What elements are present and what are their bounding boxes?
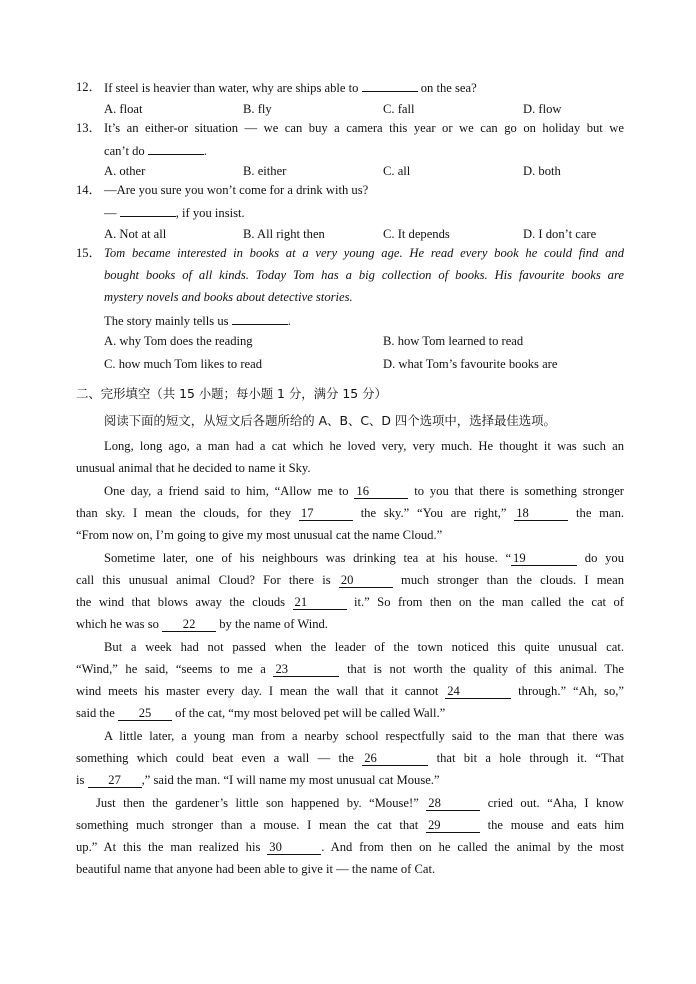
option-c: C. fall [383, 102, 415, 116]
option-d: D. both [523, 164, 561, 178]
section-heading: 二、完形填空（共 15 小题；每小题 1 分，满分 15 分） [76, 386, 387, 401]
cloze-text: much stronger than the clouds. I mean [401, 573, 625, 587]
option-a: A. why Tom does the reading [104, 334, 253, 348]
stem-text: can’t do [104, 144, 145, 158]
cloze-text: by the name of Wind. [219, 617, 328, 631]
passage-text: Tom became interested in books at a very young age. He read every book he could find and [104, 246, 624, 260]
option-a: A. Not at all [104, 227, 167, 241]
stem-text: on the sea? [420, 81, 477, 95]
cloze-line [76, 837, 624, 857]
stem-text: — [104, 206, 117, 220]
cloze-text: than sky. I mean the clouds, for they [76, 506, 292, 520]
cloze-text: . And from then on he called the animal by the most [321, 840, 625, 854]
option-d: D. flow [523, 102, 562, 116]
cloze-text: of the cat, “my most beloved pet will be called Wall.” [175, 706, 446, 720]
answer-blank [120, 202, 176, 217]
question-number: 14． [76, 183, 102, 197]
cloze-text: through.” “Ah, so,” [518, 684, 624, 698]
cloze-blank-29: 29 [426, 818, 480, 833]
question-stem [104, 77, 624, 97]
cloze-text: the sky.” “You are right,” [360, 506, 507, 520]
cloze-line [76, 592, 624, 612]
option-c: C. how much Tom likes to read [104, 357, 263, 371]
answer-blank [362, 77, 418, 92]
option-b: B. All right then [243, 227, 325, 241]
cloze-line [76, 503, 624, 523]
cloze-text: ,” said the man. “I will name my most unusual cat Mouse.” [141, 773, 440, 787]
question-number: 13． [76, 121, 102, 135]
question-stem [104, 310, 624, 330]
cloze-blank-17: 17 [299, 506, 353, 521]
cloze-text: Just then the gardener’s little son happened by. “Mouse!” [96, 796, 419, 810]
cloze-line [76, 659, 624, 679]
cloze-text: something which could beat even a wall — the [76, 751, 354, 765]
answer-blank [232, 310, 288, 325]
cloze-text: is [76, 773, 85, 787]
cloze-text: do you [584, 551, 624, 565]
cloze-blank-18: 18 [514, 506, 568, 521]
cloze-text: something much stronger than a mouse. I mean the cat that [76, 818, 419, 832]
answer-blank [148, 140, 204, 155]
cloze-text: that is not worth the quality of this animal. The [347, 662, 625, 676]
option-b: B. how Tom learned to read [383, 334, 524, 348]
cloze-text: “Wind,” he said, “seems to me a [76, 662, 266, 676]
cloze-blank-23: 23 [273, 662, 339, 677]
question-stem: —Are you sure you won’t come for a drink with us? [104, 183, 369, 197]
cloze-blank-30: 30 [267, 840, 321, 855]
cloze-text: up.” At this the man realized his [76, 840, 261, 854]
cloze-line [76, 703, 624, 723]
question-stem [104, 140, 624, 160]
question-number: 12． [76, 80, 102, 94]
cloze-line: unusual animal that he decided to name it Sky. [76, 461, 311, 475]
cloze-line [76, 614, 624, 634]
section-instruction: 阅读下面的短文，从短文后各题所给的 A、B、C、D 四个选项中，选择最佳选项。 [104, 413, 556, 428]
cloze-line: beautiful name that anyone had been able to give it — the name of Cat. [76, 862, 436, 876]
stem-text: . [287, 314, 291, 328]
cloze-blank-25: 25 [118, 706, 172, 721]
cloze-line: A little later, a young man from a nearby school respectfully said to the man that there was [104, 729, 624, 743]
cloze-line [104, 548, 624, 568]
option-a: A. other [104, 164, 146, 178]
cloze-line [76, 681, 624, 701]
cloze-text: call this unusual animal Cloud? For there is [76, 573, 331, 587]
question-stem [104, 202, 624, 222]
option-b: B. either [243, 164, 287, 178]
cloze-text: to you that there is something stronger [414, 484, 625, 498]
question-number: 15． [76, 246, 102, 260]
cloze-text: cried out. “Aha, I know [487, 796, 624, 810]
cloze-line [76, 770, 624, 790]
cloze-text: the wind that blows away the clouds [76, 595, 286, 609]
option-a: A. float [104, 102, 143, 116]
cloze-blank-16: 16 [354, 484, 408, 499]
option-c: C. It depends [383, 227, 450, 241]
cloze-blank-26: 26 [362, 751, 428, 766]
cloze-text: the mouse and eats him [487, 818, 624, 832]
cloze-text: Sometime later, one of his neighbours was drinking tea at his house. “ [104, 551, 512, 565]
option-d: D. I don’t care [523, 227, 597, 241]
option-b: B. fly [243, 102, 272, 116]
cloze-text: which he was so [76, 617, 159, 631]
stem-text: . [203, 144, 207, 158]
cloze-line [76, 748, 624, 768]
cloze-line [104, 481, 624, 501]
passage-text: bought books of all kinds. Today Tom has a big collection of books. His favourite books are [104, 268, 624, 282]
stem-text: , if you insist. [175, 206, 245, 220]
cloze-text: said the [76, 706, 115, 720]
passage-text: mystery novels and books about detective stories. [104, 290, 353, 304]
cloze-text: One day, a friend said to him, “Allow me to [104, 484, 349, 498]
cloze-blank-21: 21 [293, 595, 347, 610]
cloze-blank-28: 28 [426, 796, 480, 811]
cloze-blank-22: 22 [162, 617, 216, 632]
option-c: C. all [383, 164, 411, 178]
option-d: D. what Tom’s favourite books are [383, 357, 558, 371]
cloze-line [76, 570, 624, 590]
cloze-blank-27: 27 [88, 773, 142, 788]
cloze-line: “From now on, I’m going to give my most unusual cat the name Cloud.” [76, 528, 443, 542]
cloze-blank-19: 19 [511, 551, 577, 566]
question-stem: It’s an either-or situation — we can buy a camera this year or we can go on holiday but we [104, 121, 624, 135]
cloze-line [96, 793, 624, 813]
cloze-line: Long, long ago, a man had a cat which he loved very, very much. He thought it was such an [104, 439, 624, 453]
cloze-blank-20: 20 [339, 573, 393, 588]
stem-text: If steel is heavier than water, why are ships able to [104, 81, 359, 95]
cloze-blank-24: 24 [445, 684, 511, 699]
cloze-line: But a week had not passed when the leader of the town noticed this quite unusual cat. [104, 640, 624, 654]
stem-text: The story mainly tells us [104, 314, 229, 328]
cloze-text: wind meets his master every day. I mean the wall that it cannot [76, 684, 439, 698]
cloze-text: it.” So from then on the man called the cat of [354, 595, 624, 609]
cloze-text: the man. [576, 506, 625, 520]
cloze-line [76, 815, 624, 835]
cloze-text: that bit a hole through it. “That [436, 751, 625, 765]
